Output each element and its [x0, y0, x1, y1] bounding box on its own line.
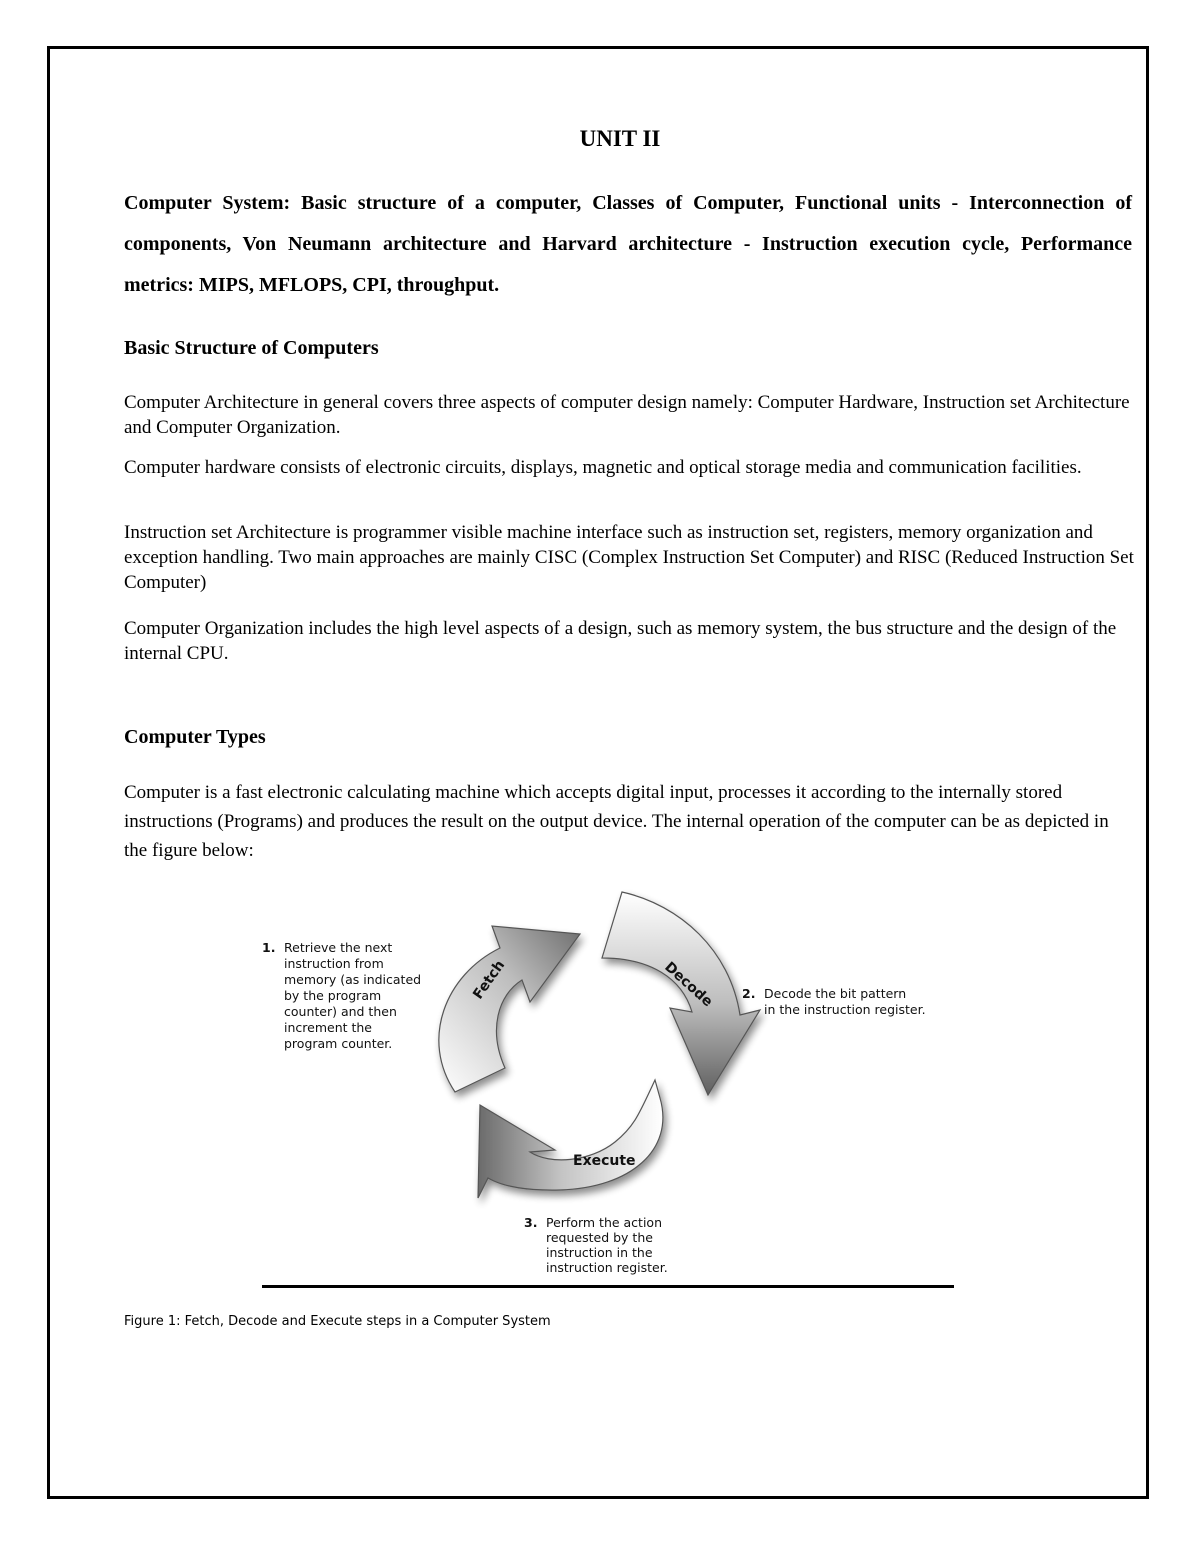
step1-number: 1.	[262, 940, 276, 955]
paragraph: Computer hardware consists of electronic circuits, displays, magnetic and optical storage media and communication facilities.	[124, 457, 1082, 478]
cycle-diagram	[230, 880, 970, 1280]
step1-line: increment the	[284, 1020, 373, 1035]
step3-annotation	[524, 1215, 668, 1275]
step1-line: by the program	[284, 988, 382, 1003]
fetch-arrow	[439, 926, 580, 1092]
paragraph: Computer is a fast electronic calculating machine which accepts digital input, processes it according to the internally stored instructions (Programs) and produces the result on the output device. The internal operation of the computer can be as depicted in the figure below:	[124, 782, 1109, 861]
step3-line: instruction in the	[546, 1245, 653, 1260]
figure-divider	[262, 1285, 954, 1288]
step1-line: Retrieve the next	[284, 940, 393, 955]
execute-arrow	[478, 1080, 663, 1198]
fetch-label: Fetch	[470, 957, 509, 1003]
paragraph: Computer Organization includes the high level aspects of a design, such as memory system, the bus structure and the design of the internal CPU.	[124, 618, 1117, 664]
step2-number: 2.	[742, 986, 756, 1001]
decode-label: Decode	[661, 959, 716, 1011]
step3-line: requested by the	[546, 1230, 653, 1245]
paragraph: Instruction set Architecture is programmer visible machine interface such as instruction set, registers, memory organization and exception handling. Two main approaches are mainly CISC (Complex Instruction Set Computer) and RISC (Reduced Instruction Set Computer)	[124, 522, 1134, 593]
decode-arrow	[602, 892, 760, 1095]
step3-number: 3.	[524, 1215, 538, 1230]
step3-line: Perform the action	[546, 1215, 663, 1230]
step3-line: instruction register.	[546, 1260, 668, 1275]
step1-line: counter) and then	[284, 1004, 397, 1019]
step2-annotation	[742, 986, 926, 1017]
fetch-decode-execute-figure	[230, 880, 970, 1280]
step1-line: memory (as indicated	[284, 972, 422, 987]
step2-line: Decode the bit pattern	[764, 986, 907, 1001]
section-title-computer-types: Computer Types	[124, 726, 266, 748]
unit-title: UNIT II	[579, 126, 661, 151]
paragraph: Computer Architecture in general covers three aspects of computer design namely: Computer Hardware, Instruction set Architecture and Computer Organization.	[124, 392, 1130, 438]
execute-label: Execute	[573, 1153, 636, 1169]
step1-line: program counter.	[284, 1036, 393, 1051]
step2-line: in the instruction register.	[764, 1002, 926, 1017]
figure-caption: Figure 1: Fetch, Decode and Execute steps in a Computer System	[124, 1314, 551, 1329]
step1-line: instruction from	[284, 956, 384, 971]
section-title-basic-structure: Basic Structure of Computers	[124, 337, 379, 359]
step1-annotation	[262, 940, 421, 1051]
syllabus-text: Computer System: Basic structure of a computer, Classes of Computer, Functional units - Interconnection of components, Von Neumann architecture and Harvard architecture - Instruction execution cycle, Performance metrics: MIPS, MFLOPS, CPI, throughput.	[124, 192, 1132, 296]
